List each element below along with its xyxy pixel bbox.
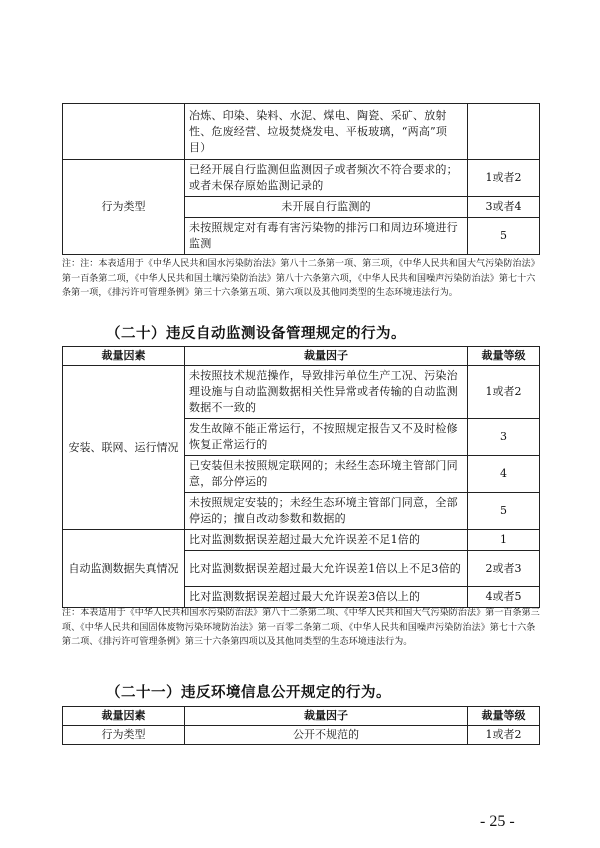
factor-cell: 冶炼、印染、染料、水泥、煤电、陶瓷、采矿、放射性、危废经营、垃圾焚烧发电、平板玻璃，“两高”项目）	[185, 104, 468, 160]
column-header: 裁量等级	[468, 707, 540, 726]
group-cell: 安装、联网、运行情况	[63, 366, 185, 530]
table-automonitor-continued	[62, 103, 540, 255]
factor-cell: 未按照规定对有毒有害污染物的排污口和周边环境进行监测	[185, 218, 468, 255]
level-cell	[468, 104, 540, 160]
column-header: 裁量因子	[185, 347, 468, 366]
level-cell: 4	[468, 456, 540, 493]
level-cell: 3或者4	[468, 197, 540, 218]
table-header-row	[63, 707, 540, 726]
table-auto-monitoring-equipment	[62, 346, 540, 608]
group-cell: 行为类型	[63, 726, 185, 745]
factor-cell: 未按照技术规范操作，导致排污单位生产工况、污染治理设施与自动监测数据相关性异常或者传输的自动监测数据不一致的	[185, 366, 468, 419]
table-header-row	[63, 347, 540, 366]
table-note: 注：本表适用于《中华人民共和国水污染防治法》第八十二条第二项、《中华人民共和国大气污染防治法》第一百条第三项、《中华人民共和国固体废物污染环境防治法》第一百零二条第二项、《中华人民共和国噪声污染防治法》第七十六条第二项、《排污许可管理条例》第三十六条第四项以及其他同类型的生态环境违法行为。	[62, 608, 540, 647]
table-row	[63, 366, 540, 419]
column-header: 裁量因子	[185, 707, 468, 726]
level-cell: 1	[468, 530, 540, 551]
factor-cell: 已经开展自行监测但监测因子或者频次不符合要求的；或者未保存原始监测记录的	[185, 160, 468, 197]
group-cell: 行为类型	[63, 160, 185, 255]
factor-cell: 发生故障不能正常运行，不按照规定报告又不及时检修恢复正常运行的	[185, 419, 468, 456]
column-header: 裁量等级	[468, 347, 540, 366]
group-cell: 自动监测数据失真情况	[63, 530, 185, 608]
level-cell: 4或者5	[468, 587, 540, 608]
level-cell: 1或者2	[468, 726, 540, 745]
factor-cell: 已安装但未按照规定联网的；未经生态环境主管部门同意，部分停运的	[185, 456, 468, 493]
column-header: 裁量因素	[63, 707, 185, 726]
table-row	[63, 726, 540, 745]
factor-cell: 未开展自行监测的	[185, 197, 468, 218]
level-cell: 3	[468, 419, 540, 456]
group-cell	[63, 104, 185, 160]
table-row	[63, 530, 540, 551]
factor-cell: 比对监测数据误差超过最大允许误差不足1倍的	[185, 530, 468, 551]
level-cell: 2或者3	[468, 551, 540, 587]
factor-cell: 比对监测数据误差超过最大允许误差1倍以上不足3倍的	[185, 551, 468, 587]
table-row	[63, 160, 540, 197]
factor-cell: 未按照规定安装的；未经生态环境主管部门同意，全部停运的；擅自改动参数和数据的	[185, 493, 468, 530]
factor-cell: 公开不规范的	[185, 726, 468, 745]
level-cell: 5	[468, 493, 540, 530]
section-heading-21: （二十一）违反环境信息公开规定的行为。	[106, 684, 391, 701]
table-note: 注：注：本表适用于《中华人民共和国水污染防治法》第八十二条第一项、第三项，《中华人民共和国大气污染防治法》第一百条第二项，《中华人民共和国土壤污染防治法》第八十六条第六项，《中华人民共和国噪声污染防治法》第七十六条第一项，《排污许可管理条例》第三十六条第五项、第六项以及其他同类型的生态环境违法行为。	[62, 259, 540, 298]
factor-cell: 比对监测数据误差超过最大允许误差3倍以上的	[185, 587, 468, 608]
column-header: 裁量因素	[63, 347, 185, 366]
section-heading-20: （二十）违反自动监测设备管理规定的行为。	[106, 325, 406, 342]
page-number: - 25 -	[480, 813, 515, 830]
level-cell: 5	[468, 218, 540, 255]
level-cell: 1或者2	[468, 160, 540, 197]
table-row	[63, 104, 540, 160]
level-cell: 1或者2	[468, 366, 540, 419]
table-env-info-disclosure	[62, 706, 540, 745]
